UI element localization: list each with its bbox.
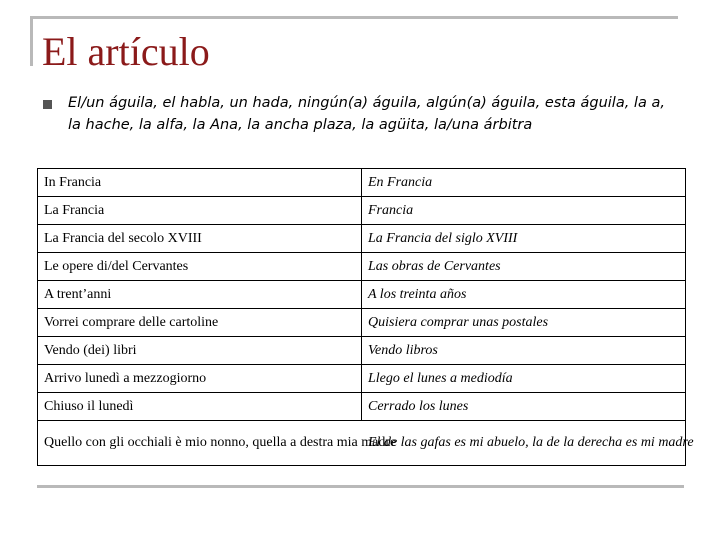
spanish-cell: Cerrado los lunes — [362, 393, 686, 421]
spanish-cell: Llego el lunes a mediodía — [362, 365, 686, 393]
table-row — [38, 393, 686, 421]
translation-table — [37, 168, 694, 466]
bottom-rule — [37, 485, 684, 488]
slide-title: El artículo — [42, 29, 210, 74]
table-row-merged — [38, 421, 686, 466]
table-row — [38, 309, 686, 337]
merged-cell — [38, 421, 694, 466]
italian-cell: Arrivo lunedì a mezzogiorno — [38, 365, 362, 393]
table-row — [38, 225, 686, 253]
spanish-cell: Las obras de Cervantes — [362, 253, 686, 281]
table-row — [38, 281, 686, 309]
table-row — [38, 337, 686, 365]
italian-cell: Vendo (dei) libri — [38, 337, 362, 365]
spanish-cell: El de las gafas es mi abuelo, la de la derecha es mi madre — [368, 435, 694, 450]
table-row — [38, 169, 686, 197]
spanish-cell: A los treinta años — [362, 281, 686, 309]
italian-cell: Le opere di/del Cervantes — [38, 253, 362, 281]
italian-cell: La Francia del secolo XVIII — [38, 225, 362, 253]
top-rule — [30, 16, 678, 19]
bullet-square-icon — [43, 100, 52, 109]
spanish-cell: Francia — [362, 197, 686, 225]
italian-cell: Quello con gli occhiali è mio nonno, quella a destra mia madre — [44, 435, 397, 450]
table-row — [38, 197, 686, 225]
spanish-cell: En Francia — [362, 169, 686, 197]
italian-cell: Chiuso il lunedì — [38, 393, 362, 421]
spanish-cell: Vendo libros — [362, 337, 686, 365]
spanish-cell: Quisiera comprar unas postales — [362, 309, 686, 337]
bullet-text: El/un águila, el habla, un hada, ningún(a) águila, algún(a) águila, esta águila, la a, la hache, la alfa, la Ana, la ancha plaza, la agüita, la/una árbitra — [68, 95, 665, 133]
table-row — [38, 365, 686, 393]
italian-cell: Vorrei comprare delle cartoline — [38, 309, 362, 337]
left-rule — [30, 16, 33, 66]
italian-cell: A trent’anni — [38, 281, 362, 309]
italian-cell: La Francia — [38, 197, 362, 225]
table-row — [38, 253, 686, 281]
italian-cell: In Francia — [38, 169, 362, 197]
spanish-cell: La Francia del siglo XVIII — [362, 225, 686, 253]
